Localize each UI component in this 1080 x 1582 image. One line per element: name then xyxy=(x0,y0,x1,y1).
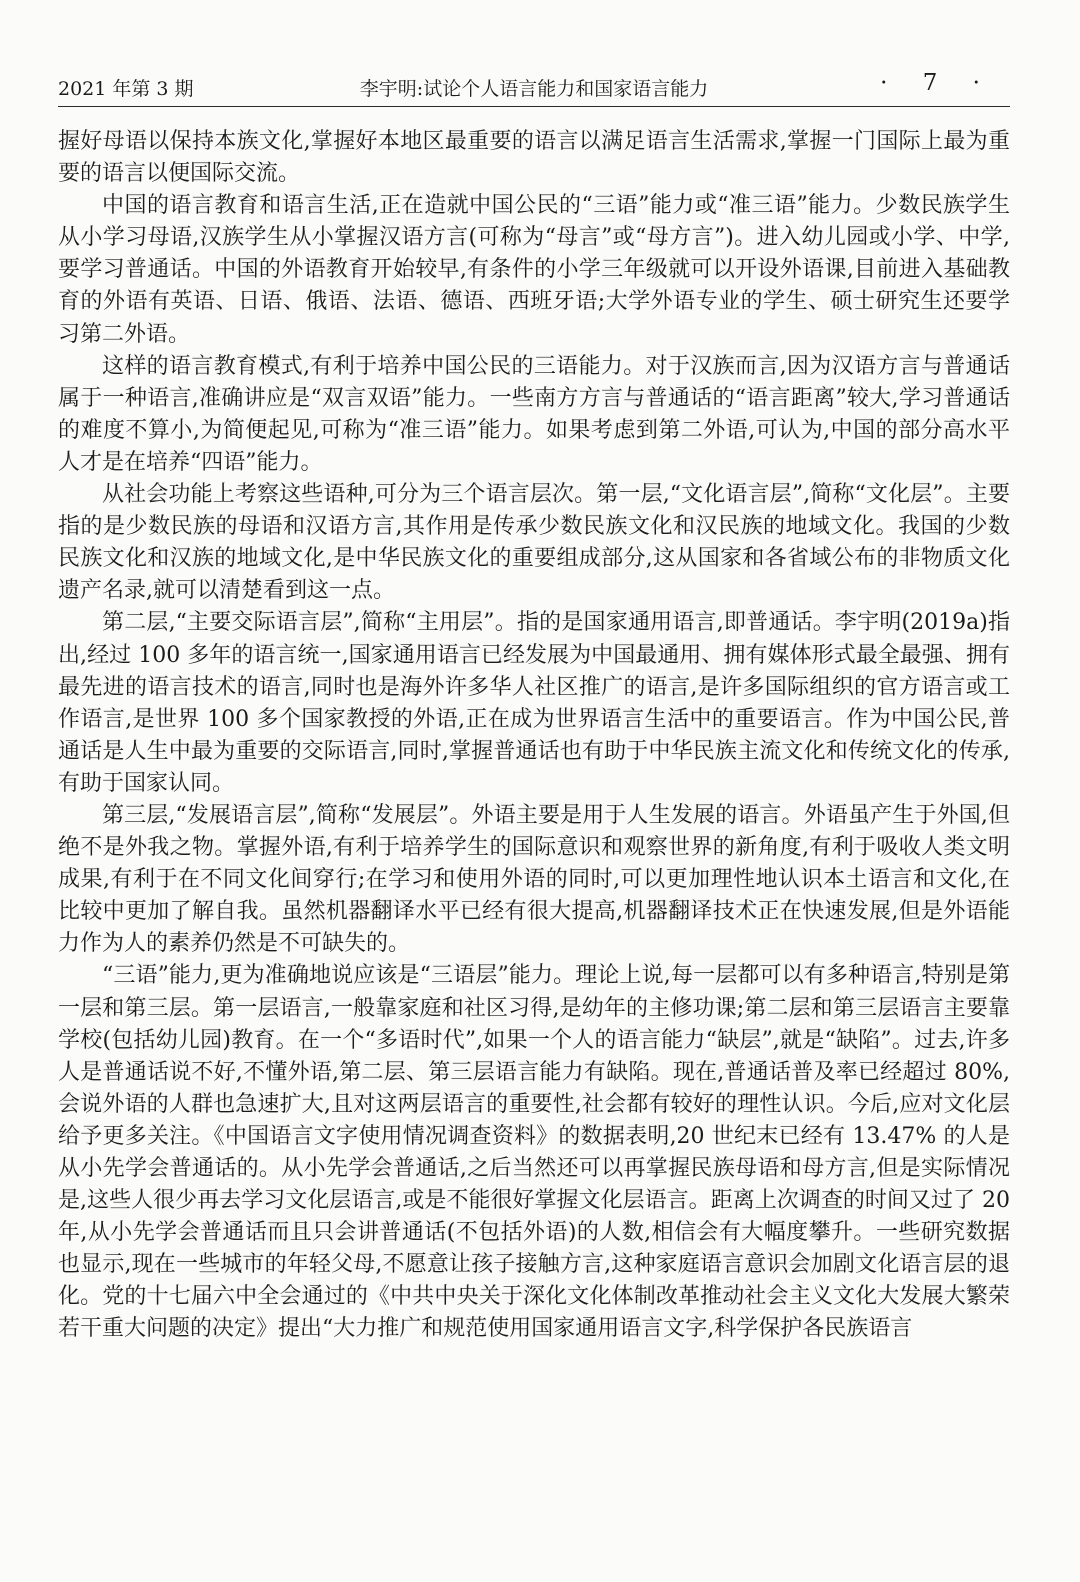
header-rule xyxy=(58,106,1010,107)
paragraph: 握好母语以保持本族文化,掌握好本地区最重要的语言以满足语言生活需求,掌握一门国际上最为重要的语言以便国际交流。 xyxy=(58,129,1010,187)
paragraph: “三语”能力,更为准确地说应该是“三语层”能力。理论上说,每一层都可以有多种语言,特别是第一层和第三层。第一层语言,一般靠家庭和社区习得,是幼年的主修功课;第二层和第三层语言主要靠学校(包括幼儿园)教育。在一个“多语时代”,如果一个人的语言能力“缺层”,就是“缺陷”。过去,许多人是普通话说不好,不懂外语,第二层、第三层语言能力有缺陷。现在,普通话普及率已经超过 80%,会说外语的人群也急速扩大,且对这两层语言的重要性,社会都有较好的理性认识。今后,应对文化层给予更多关注。《中国语言文字使用情况调查资料》的数据表明,20 世纪末已经有 13.47% 的人是从小先学会普通话的。从小先学会普通话,之后当然还可以再掌握民族母语和母方言,但是实际情况是,这些人很少再去学习文化层语言,或是不能很好掌握文化层语言。距离上次调查的时间又过了 20 年,从小先学会普通话而且只会讲普通话(不包括外语)的人数,相信会有大幅度攀升。一些研究数据也显示,现在一些城市的年轻父母,不愿意让孩子接触方言,这种家庭语言意识会加剧文化语言层的退化。党的十七届六中全会通过的《中共中央关于深化文化体制改革推动社会主义文化大发展大繁荣若干重大问题的决定》提出“大力推广和规范使用国家通用语言文字,科学保护各民族语言 xyxy=(58,963,1010,1342)
running-title: 李宇明:试论个人语言能力和国家语言能力 xyxy=(359,78,709,100)
issue-label: 2021 年第 3 期 xyxy=(58,78,194,100)
paragraph: 中国的语言教育和语言生活,正在造就中国公民的“三语”能力或“准三语”能力。少数民族学生从小学习母语,汉族学生从小掌握汉语方言(可称为“母言”或“母方言”)。进入幼儿园或小学、中学,要学习普通话。中国的外语教育开始较早,有条件的小学三年级就可以开设外语课,目前进入基础教育的外语有英语、日语、俄语、法语、德语、西班牙语;大学外语专业的学生、硕士研究生还要学习第二外语。 xyxy=(58,193,1010,347)
article-body xyxy=(58,126,1010,1346)
paragraph: 第三层,“发展语言层”,简称“发展层”。外语主要是用于人生发展的语言。外语虽产生于外国,但绝不是外我之物。掌握外语,有利于培养学生的国际意识和观察世界的新角度,有利于吸收人类文明成果,有利于在不同文化间穿行;在学习和使用外语的同时,可以更加理性地认识本土语言和文化,在比较中更加了解自我。虽然机器翻译水平已经有很大提高,机器翻译技术正在快速发展,但是外语能力作为人的素养仍然是不可缺失的。 xyxy=(58,802,1010,957)
paragraph: 从社会功能上考察这些语种,可分为三个语言层次。第一层,“文化语言层”,简称“文化层”。主要指的是少数民族的母语和汉语方言,其作用是传承少数民族文化和汉民族的地域文化。我国的少数民族文化和汉族的地域文化,是中华民族文化的重要组成部分,这从国家和各省域公布的非物质文化遗产名录,就可以清楚看到这一点。 xyxy=(58,482,1010,604)
paragraph: 第二层,“主要交际语言层”,简称“主用层”。指的是国家通用语言,即普通话。李宇明(2019a)指出,经过 100 多年的语言统一,国家通用语言已经发展为中国最通用、拥有媒体形式最全最强、拥有最先进的语言技术的语言,同时也是海外许多华人社区推广的语言,是许多国际组织的官方语言或工作语言,是世界 100 多个国家教授的外语,正在成为世界语言生活中的重要语言。作为中国公民,普通话是人生中最为重要的交际语言,同时,掌握普通话也有助于中华民族主流文化和传统文化的传承,有助于国家认同。 xyxy=(58,610,1010,796)
paragraph: 这样的语言教育模式,有利于培养中国公民的三语能力。对于汉族而言,因为汉语方言与普通话属于一种语言,准确讲应是“双言双语”能力。一些南方方言与普通话的“语言距离”较大,学习普通话的难度不算小,为简便起见,可称为“准三语”能力。如果考虑到第二外语,可认为,中国的部分高水平人才是在培养“四语”能力。 xyxy=(58,353,1010,475)
page-number: · 7 · xyxy=(880,70,994,96)
running-header xyxy=(58,66,1010,106)
